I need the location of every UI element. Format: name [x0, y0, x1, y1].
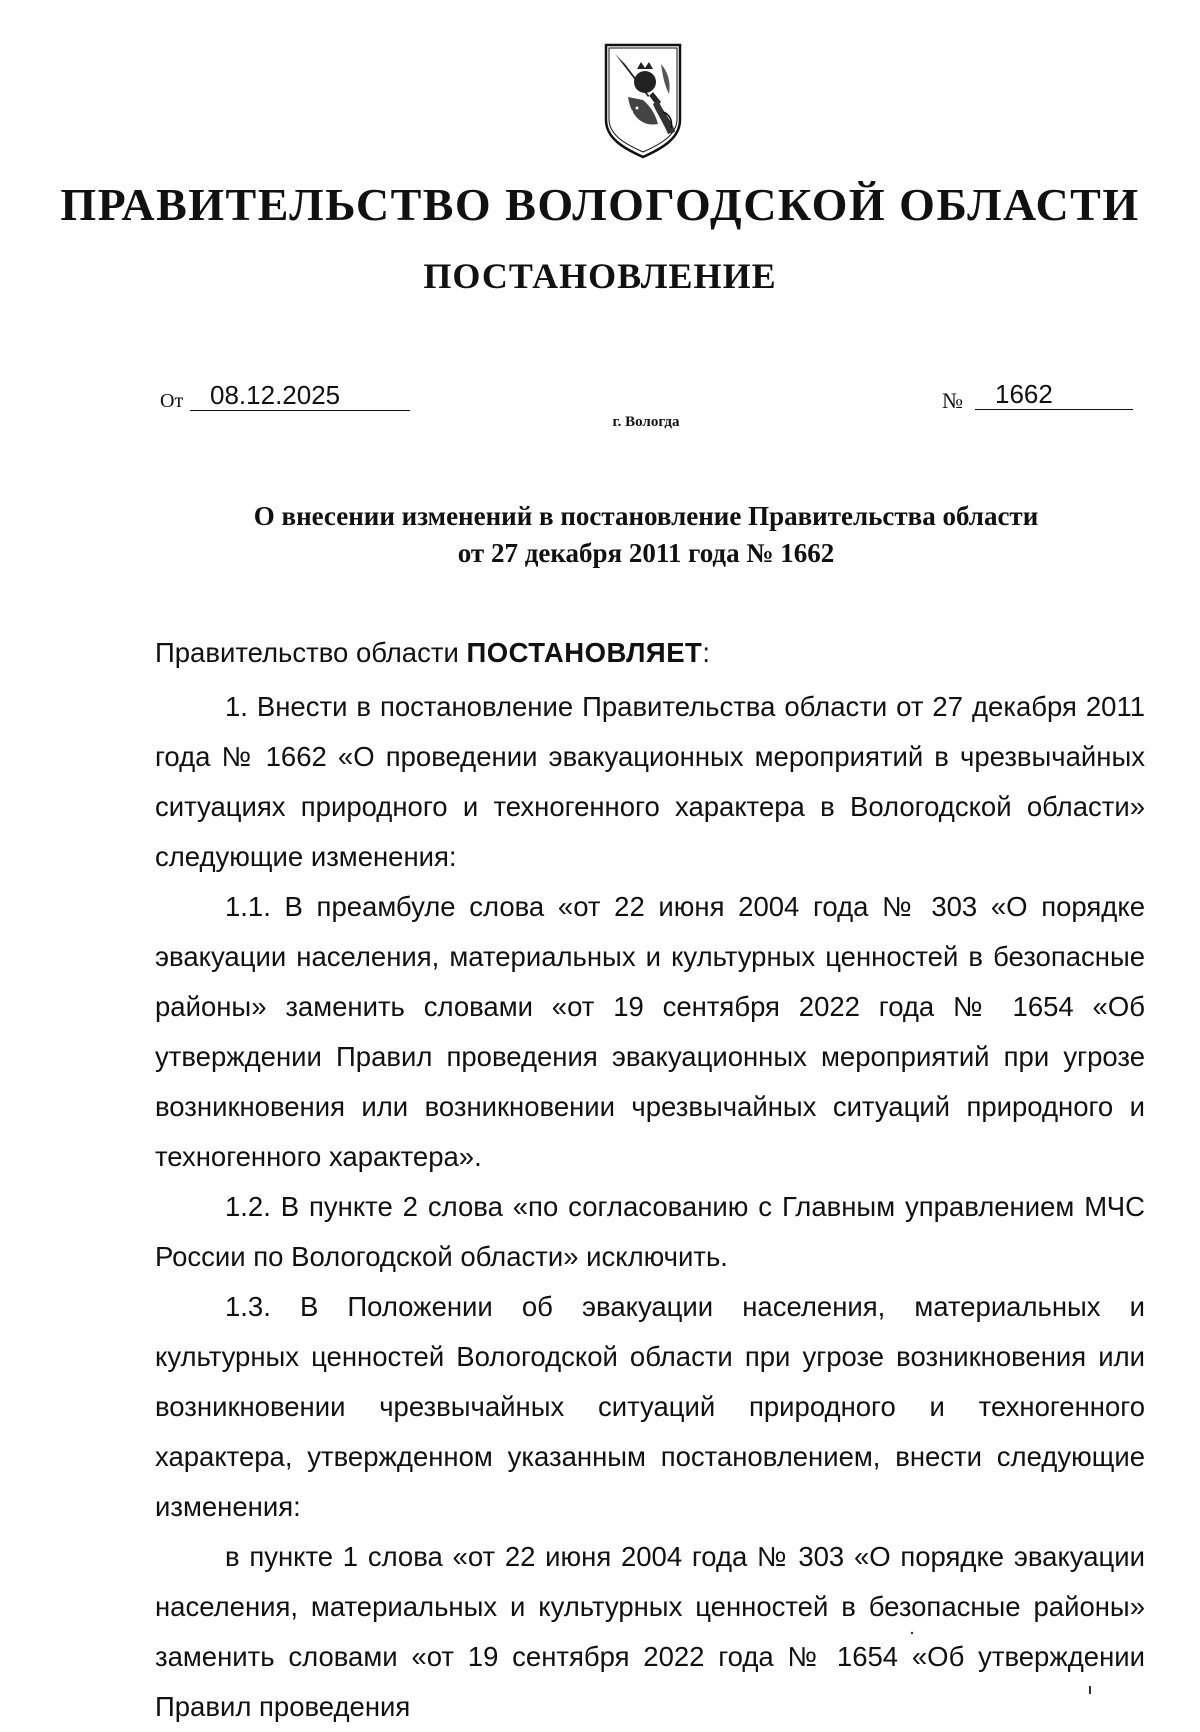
enacting-clause	[155, 628, 1145, 678]
paragraph-1-3: 1.3. В Положении об эвакуации населения, материальных и культурных ценностей Вологодской области при угрозе возникновения или возникновении чрезвычайных ситуаций природного и техногенного характера, утвержденном указанным постановлением, внести следующие изменения:	[155, 1291, 1145, 1522]
subject-line-2: от 27 декабря 2011 года № 1662	[457, 538, 835, 568]
city-name: г. Вологда	[612, 414, 680, 430]
subject-line-1: О внесении изменений в постановление Правительства области	[253, 501, 1039, 531]
document-body	[155, 628, 1145, 1732]
paragraph-1-1: 1.1. В преамбуле слова «от 22 июня 2004 года № 303 «О порядке эвакуации населения, материальных и культурных ценностей в безопасные районы» заменить словами «от 19 сентября 2022 года № 1654 «Об утверждении Правил проведения эвакуационных мероприятий при угрозе возникновения или возникновении чрезвычайных ситуаций природного и техногенного характера».	[155, 891, 1145, 1172]
document-number: 1662	[975, 379, 1133, 410]
document-date: 08.12.2025	[190, 380, 410, 411]
government-title: ПРАВИТЕЛЬСТВО ВОЛОГОДСКОЙ ОБЛАСТИ	[60, 179, 1140, 230]
document-subject	[0, 498, 1200, 572]
document-type-title: ПОСТАНОВЛЕНИЕ	[423, 256, 777, 296]
enacting-clause-keyword: ПОСТАНОВЛЯЕТ	[466, 637, 703, 668]
number-label: №	[942, 388, 963, 413]
enacting-clause-prefix: Правительство области	[155, 637, 467, 668]
date-label: От	[160, 390, 184, 412]
enacting-clause-suffix: :	[702, 637, 710, 668]
paragraph-1-2: 1.2. В пункте 2 слова «по согласованию с Главным управлением МЧС России по Вологодской области» исключить.	[155, 1191, 1145, 1272]
paragraph-1: 1. Внести в постановление Правительства области от 27 декабря 2011 года № 1662 «О проведении эвакуационных мероприятий в чрезвычайных ситуациях природного и техногенного характера в Вологодской области» следующие изменения:	[155, 691, 1145, 872]
paragraph-1-3-item: в пункте 1 слова «от 22 июня 2004 года № 303 «О порядке эвакуации населения, материальных и культурных ценностей в безопасные районы» заменить словами «от 19 сентября 2022 года № 1654 «Об утверждении Правил проведения	[155, 1541, 1145, 1722]
coat-of-arms-icon	[603, 42, 683, 160]
